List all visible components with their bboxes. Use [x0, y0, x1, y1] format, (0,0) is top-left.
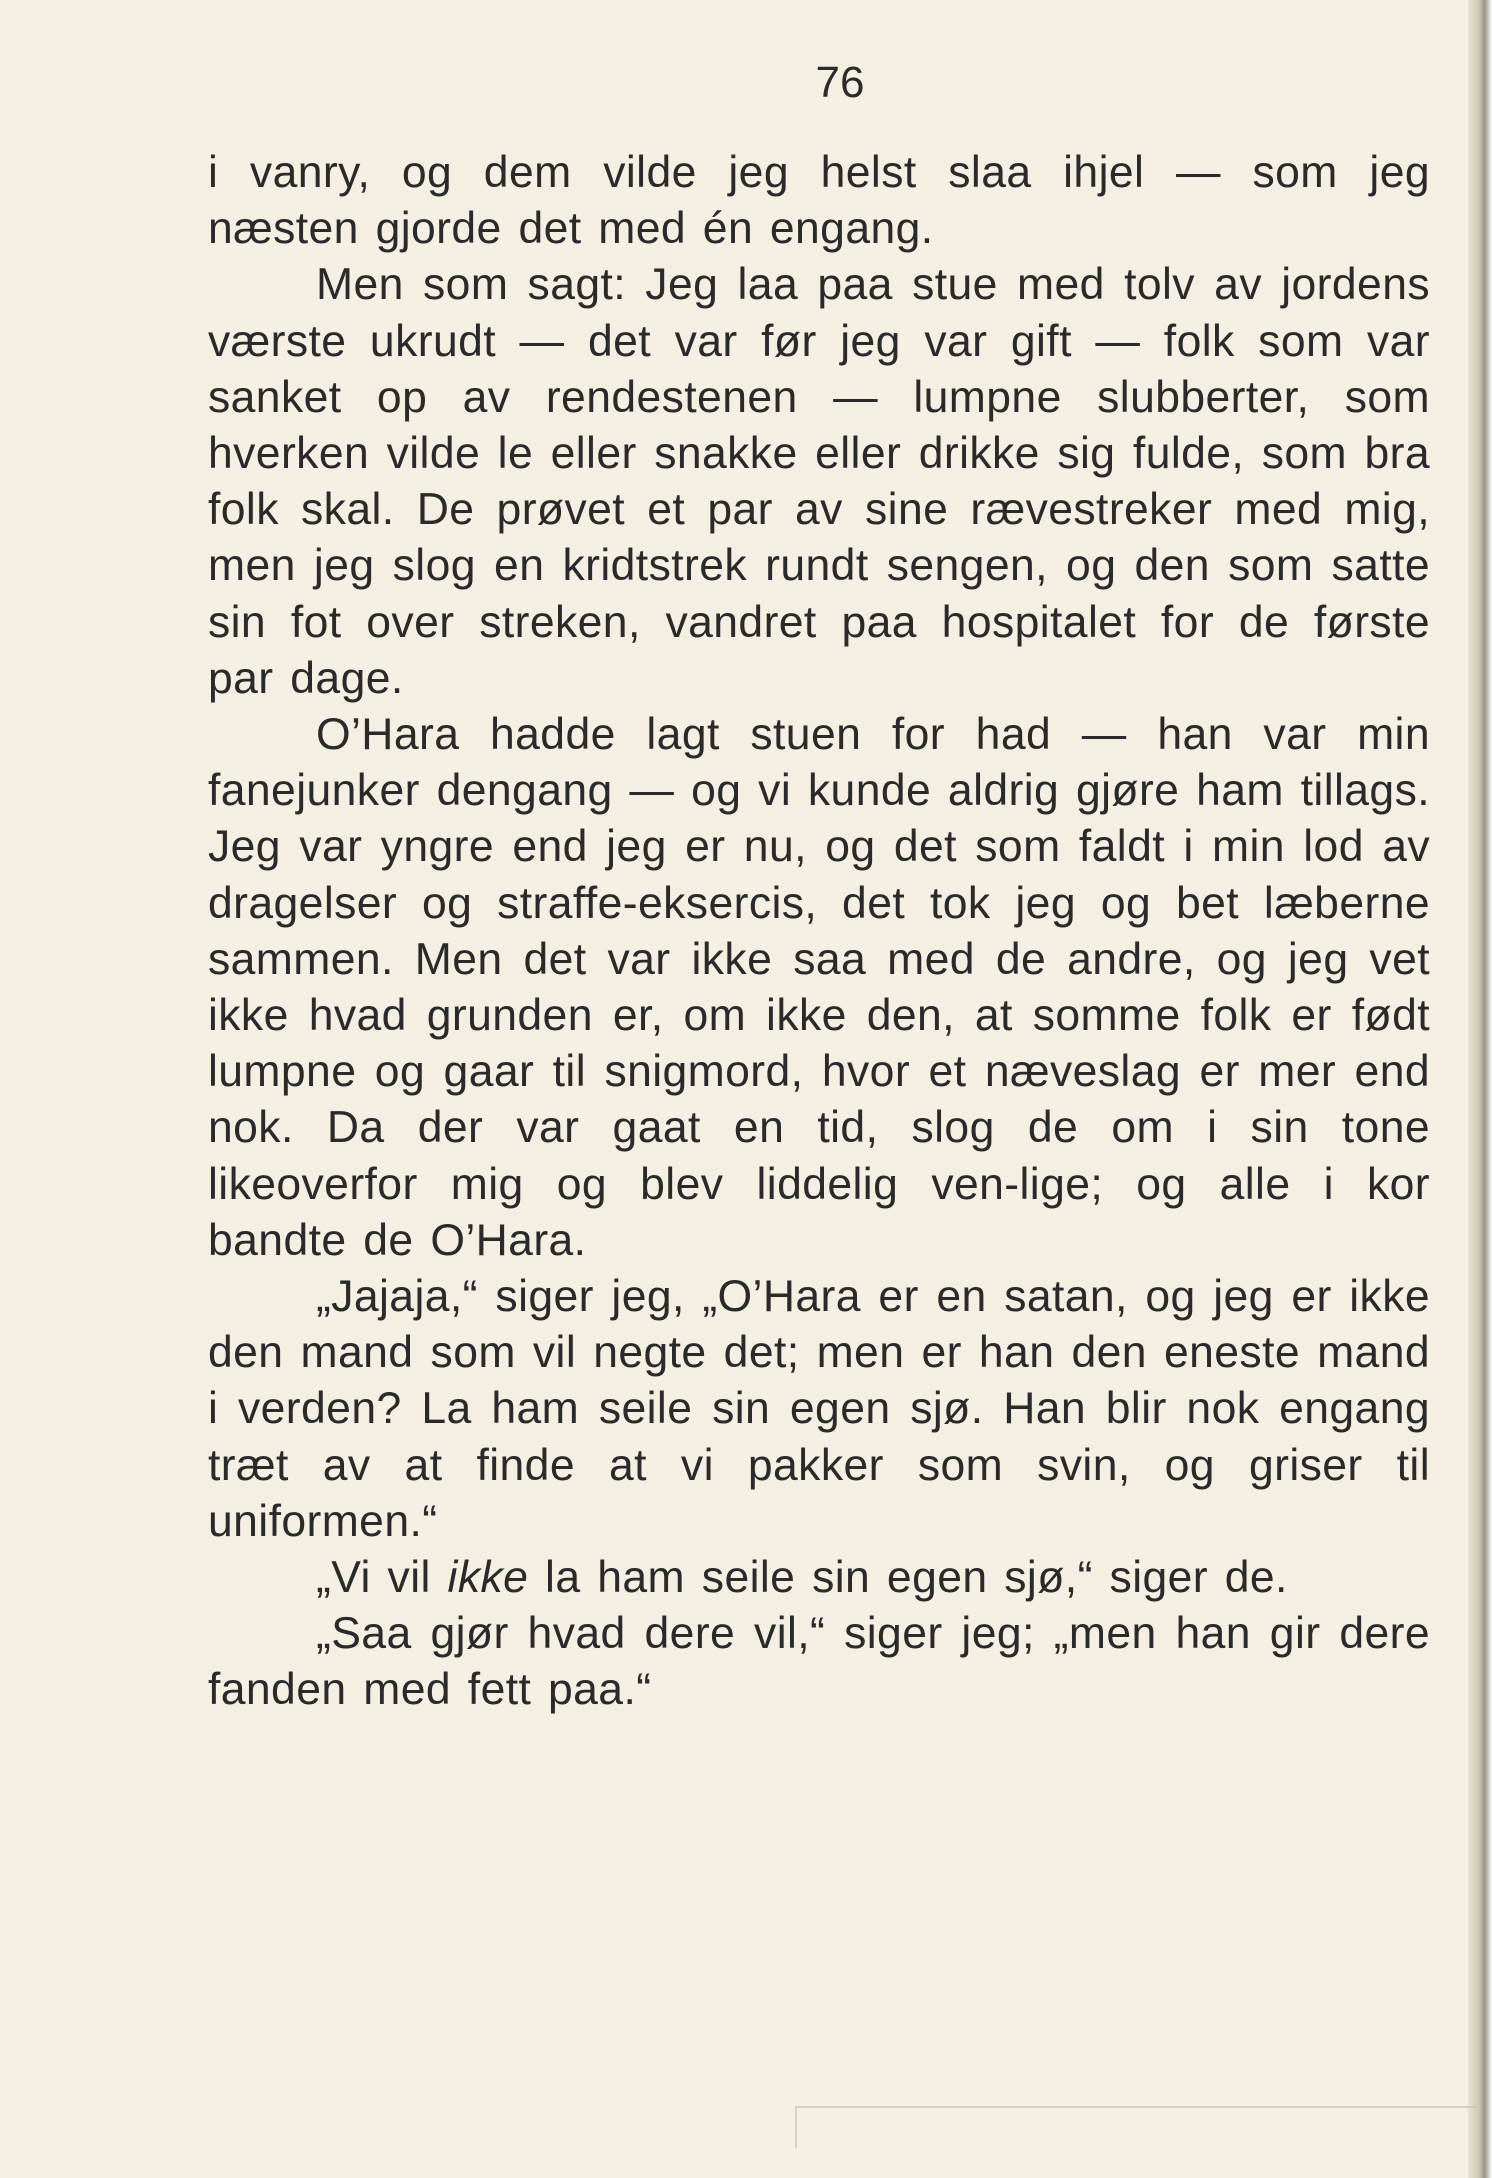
paragraph-4: „Jajaja,“ siger jeg, „O’Hara er en satan, og jeg er ikke den mand som vil negte det; men er han den eneste mand i verden? La ham seile sin egen sjø. Han blir nok engang træt av at finde at vi pakker som svin, og griser til uniformen.“	[208, 1272, 1430, 1546]
paragraph-5	[208, 1550, 1430, 1606]
paragraph-2: Men som sagt: Jeg laa paa stue med tolv av jordens værste ukrudt — det var før jeg var gift — folk som var sanket op av rendestenen — lumpne slubberter, som hverken vilde le eller snakke eller drikke sig fulde, som bra folk skal. De prøvet et par av sine rævestreker med mig, men jeg slog en kridtstrek rundt sengen, og den som satte sin fot over streken, vandret paa hospitalet for de første par dage.	[208, 260, 1430, 703]
body-text	[208, 145, 1430, 1719]
paragraph-5-emphasis: ikke	[447, 1553, 529, 1603]
scan-artifact-line	[795, 2106, 1477, 2148]
paragraph-3: O’Hara hadde lagt stuen for had — han var min fanejunker dengang — og vi kunde aldrig gjøre ham tillags. Jeg var yngre end jeg er nu, og det som faldt i min lod av dragelser og straffe-eksercis, det tok jeg og bet læberne sammen. Men det var ikke saa med de andre, og jeg vet ikke hvad grunden er, om ikke den, at somme folk er født lumpne og gaar til snigmord, hvor et næveslag er mer end nok. Da der var gaat en tid, slog de om i sin tone likeoverfor mig og blev liddelig ven-lige; og alle i kor bandte de O’Hara.	[208, 710, 1430, 1265]
paragraph-5-end: la ham seile sin egen sjø,“ siger de.	[528, 1553, 1288, 1603]
paragraph-5-start: „Vi vil	[316, 1553, 448, 1603]
page-number: 76	[815, 58, 865, 107]
paragraph-1: i vanry, og dem vilde jeg helst slaa ihjel — som jeg næsten gjorde det med én engang.	[208, 148, 1430, 254]
paragraph-6: „Saa gjør hvad dere vil,“ siger jeg; „men han gir dere fanden med fett paa.“	[208, 1609, 1430, 1715]
page-edge-shadow	[1468, 0, 1492, 2178]
